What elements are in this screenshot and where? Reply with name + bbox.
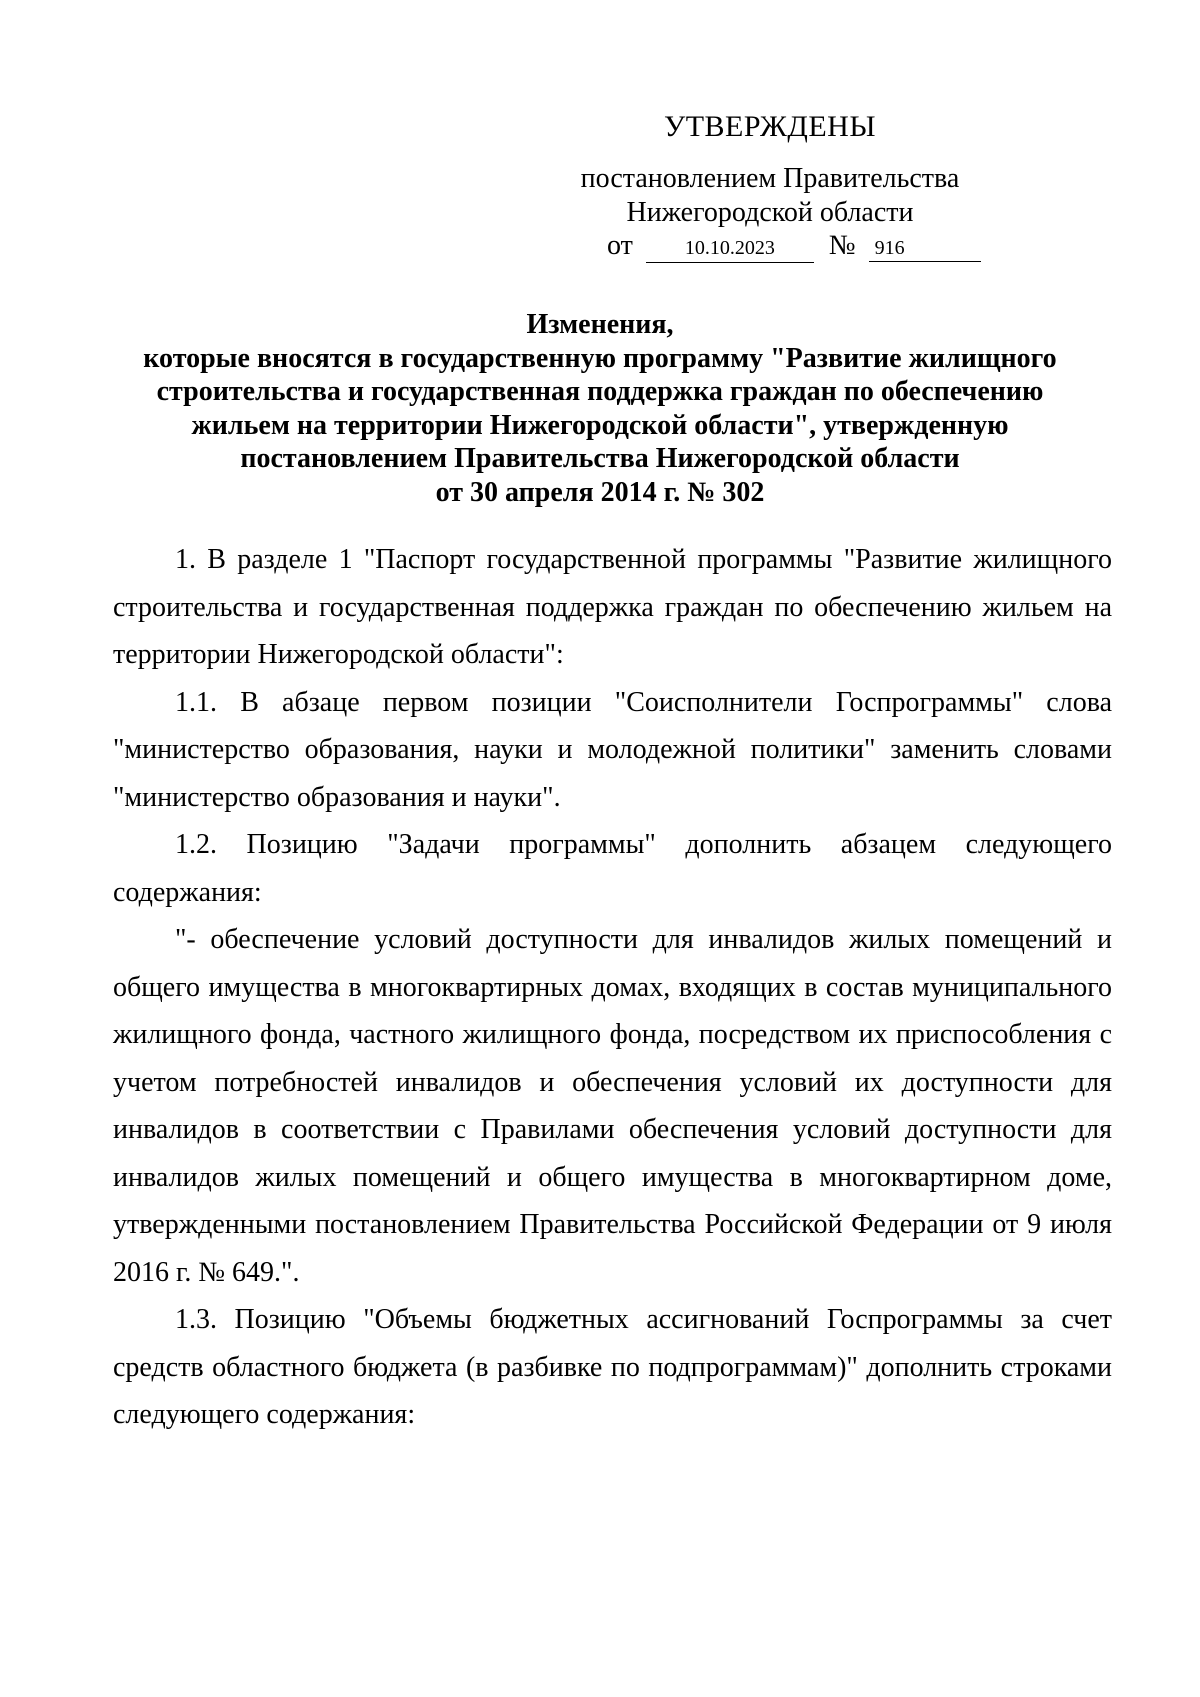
title-line-2: которые вносятся в государственную программу "Развитие жилищного (143, 342, 1057, 374)
approval-date-line (607, 230, 981, 263)
approval-number: 916 (869, 236, 981, 262)
title-line-4: жильем на территории Нижегородской области", утвержденную (191, 409, 1009, 441)
paragraph-1-3: 1.3. Позицию "Объемы бюджетных ассигнований Госпрограммы за счет средств областного бюджета (в разбивке по подпрограммам)" дополнить строками следующего содержания: (113, 1304, 1112, 1430)
approval-line-2: Нижегородской области (626, 197, 914, 228)
approval-date: 10.10.2023 (646, 236, 814, 263)
paragraph-1-2: 1.2. Позицию "Задачи программы" дополнить абзацем следующего содержания: (113, 829, 1112, 908)
approval-heading: УТВЕРЖДЕНЫ (663, 110, 877, 143)
title-line-1: Изменения, (526, 309, 674, 340)
document-title (120, 308, 1080, 509)
title-line-5: постановлением Правительства Нижегородской области (240, 443, 960, 474)
title-line-6: от 30 апреля 2014 г. № 302 (435, 476, 765, 508)
paragraph-quote: "- обеспечение условий доступности для инвалидов жилых помещений и общего имущества в многоквартирных домах, входящих в состав муниципального жилищного фонда, частного жилищного фонда, посредством их приспособления с учетом потребностей инвалидов и обеспечения условий их доступности для инвалидов в соответствии с Правилами обеспечения условий доступности для инвалидов жилых помещений и общего имущества в многоквартирном доме, утвержденными постановлением Правительства Российской Федерации от 9 июля 2016 г. № 649.". (113, 924, 1112, 1288)
date-prefix: от (607, 230, 633, 261)
approval-line-1: постановлением Правительства (580, 163, 960, 194)
title-line-3: строительства и государственная поддержка граждан по обеспечению (156, 376, 1044, 407)
paragraph-1: 1. В разделе 1 "Паспорт государственной программы "Развитие жилищного строительства и государственная поддержка граждан по обеспечению жильем на территории Нижегородской области": (113, 544, 1112, 670)
approval-block (570, 110, 970, 230)
number-sign: № (828, 230, 856, 261)
document-body (113, 536, 1112, 1439)
paragraph-1-1: 1.1. В абзаце первом позиции "Соисполнители Госпрограммы" слова "министерство образования, науки и молодежной политики" заменить словами "министерство образования и науки". (113, 686, 1112, 813)
